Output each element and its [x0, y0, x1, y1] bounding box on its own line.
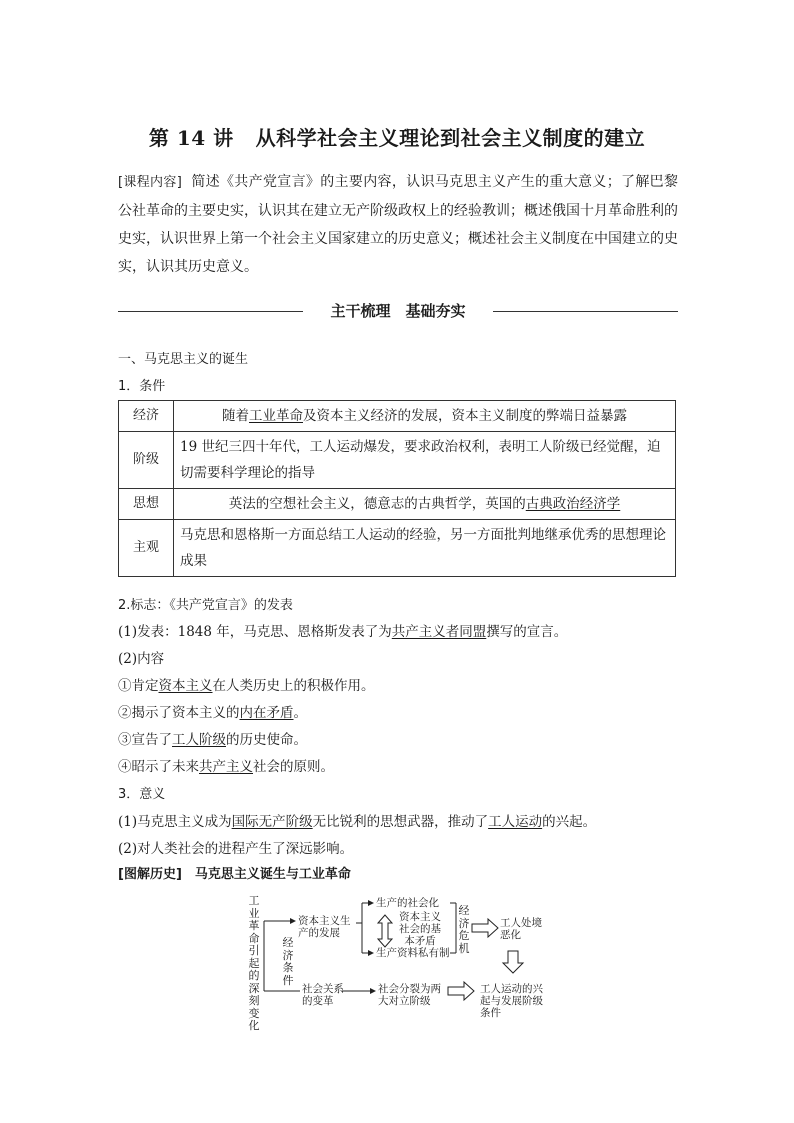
- node-rise: 工人运动的兴起与发展阶级条件: [480, 983, 543, 1019]
- course-text: 简述《共产党宣言》的主要内容，认识马克思主义产生的重大意义；了解巴黎公社革命的主要史实，认识其在建立无产阶级政权上的经验教训；概述俄国十月革命胜利的史实，认识世界上第一个社会主义国家建立的历史意义；概述社会主义制度在中国建立的史实，认识其历史意义。: [118, 174, 678, 275]
- table-row: [119, 401, 676, 432]
- list-item: ①肯定资本主义在人类历史上的积极作用。: [118, 678, 375, 694]
- sub-heading-symbol: 2.标志：《共产党宣言》的发表: [118, 598, 293, 613]
- section-banner: [118, 300, 678, 324]
- diagram-heading: [图解历史] 马克思主义诞生与工业革命: [118, 867, 351, 882]
- node-private: 生产资料私有制: [376, 947, 450, 959]
- table-row: [119, 520, 676, 577]
- row-value: 马克思和恩格斯一方面总结工人运动的经验，另一方面批判地继承优秀的思想理论成果: [174, 520, 676, 577]
- history-diagram: [244, 893, 564, 1032]
- row-key: 阶级: [119, 432, 174, 489]
- left-vertical-label: 工业革命引起的深刻变化: [248, 894, 260, 1032]
- node-split: 社会分裂为两大对立阶级: [378, 983, 441, 1007]
- course-tag: [课程内容]: [118, 175, 182, 190]
- row-value: 19 世纪三四十年代，工人运动爆发，要求政治权利，表明工人阶级已经觉醒，迫切需要科学理论的指导: [174, 432, 676, 489]
- content-label: (2)内容: [118, 651, 165, 667]
- row-key: 主观: [119, 520, 174, 577]
- page-title: 第 14 讲 从科学社会主义理论到社会主义制度的建立: [148, 126, 646, 150]
- node-social: 社会关系的变革: [302, 983, 344, 1007]
- node-capital: 资本主义生产的发展: [298, 915, 351, 939]
- conditions-table: [118, 400, 676, 577]
- list-item: ④昭示了未来共产主义社会的原则。: [118, 759, 334, 775]
- econ-vertical-label: 经济条件: [282, 936, 294, 987]
- banner-title: 主干梳理 基础夯实: [330, 302, 466, 320]
- node-worsen: 工人处境恶化: [500, 917, 542, 941]
- node-socialization: 生产的社会化: [376, 897, 439, 909]
- table-row: [119, 432, 676, 489]
- row-value: 英法的空想社会主义，德意志的古典哲学，英国的古典政治经济学: [174, 489, 676, 520]
- row-value: 随着工业革命及资本主义经济的发展，资本主义制度的弊端日益暴露: [174, 401, 676, 432]
- course-content: [118, 168, 678, 281]
- meaning-1: (1)马克思主义成为国际无产阶级无比锐利的思想武器，推动了工人运动的兴起。: [118, 814, 597, 830]
- sub-heading-meaning: 3．意义: [118, 787, 166, 802]
- row-key: 思想: [119, 489, 174, 520]
- crisis-vertical-label: 经济危机: [458, 904, 470, 955]
- banner-rule-right: [493, 311, 678, 312]
- publish-line: (1)发表：1848 年，马克思、恩格斯发表了为共产主义者同盟撰写的宣言。: [118, 624, 568, 640]
- section-heading: 一、马克思主义的诞生: [118, 352, 249, 367]
- list-item: ③宣告了工人阶级的历史使命。: [118, 732, 307, 748]
- table-row: [119, 489, 676, 520]
- row-key: 经济: [119, 401, 174, 432]
- meaning-2: (2)对人类社会的进程产生了深远影响。: [118, 841, 354, 857]
- sub-heading-conditions: 1．条件: [118, 379, 166, 394]
- node-contradiction: 资本主义社会的基本矛盾: [399, 911, 441, 947]
- list-item: ②揭示了资本主义的内在矛盾。: [118, 705, 307, 721]
